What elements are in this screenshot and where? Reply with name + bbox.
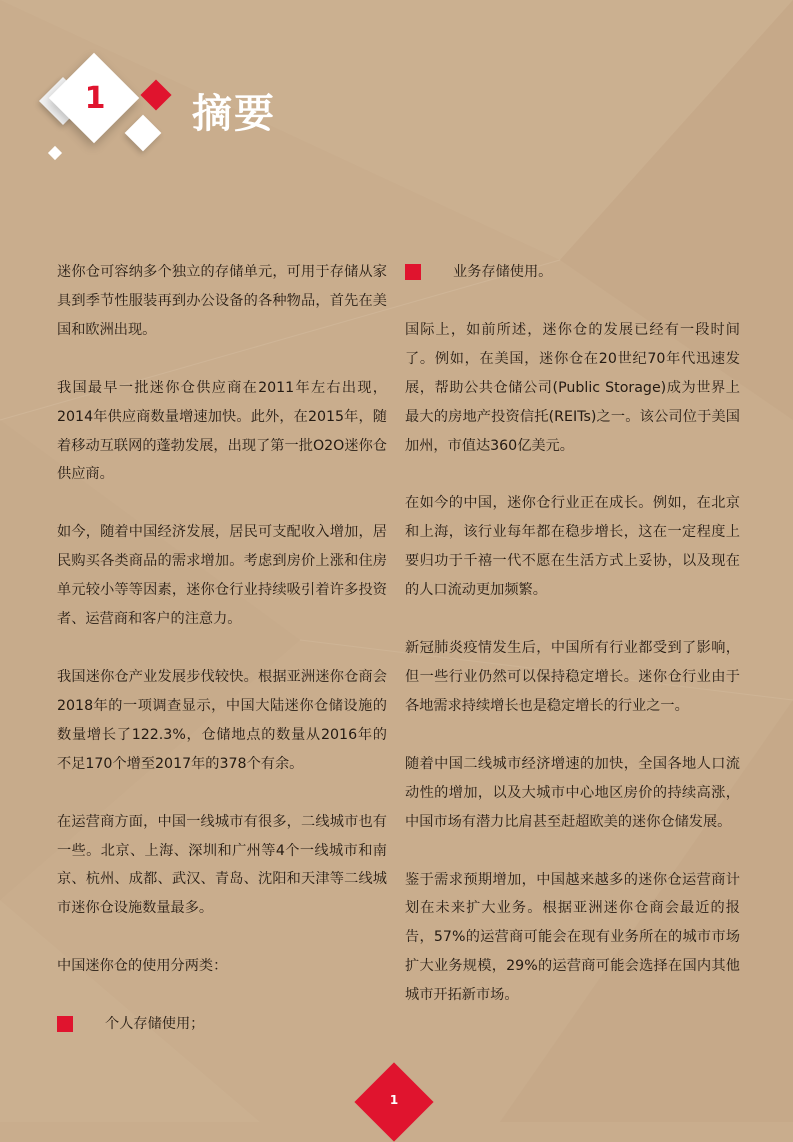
paragraph: 随着中国二线城市经济增速的加快，全国各地人口流动性的增加，以及大城市中心地区房价的持续高涨，中国市场有潜力比肩甚至赶超欧美的迷你仓储发展。: [405, 755, 740, 830]
paragraph: 中国迷你仓的使用分两类：: [57, 958, 228, 975]
page-title: 摘要: [192, 91, 276, 137]
bullet-square-icon: [405, 264, 421, 280]
paragraph: 迷你仓可容纳多个独立的存储单元，可用于存储从家具到季节性服装再到办公设备的各种物品，首先在美国和欧洲出现。: [57, 264, 387, 338]
logo-diamond-right: [125, 115, 162, 152]
paragraph: 鉴于需求预期增加，中国越来越多的迷你仓运营商计划在未来扩大业务。根据亚洲迷你仓商会最近的报告，57%的运营商可能会在现有业务所在的城市市场扩大业务规模，29%的运营商可能会选择在国内其他城市开拓新市场。: [405, 871, 740, 1004]
right-column: [405, 258, 740, 1039]
left-column: [57, 258, 387, 1068]
list-item-label: 业务存储使用。: [453, 264, 553, 280]
list-item-label: 个人存储使用；: [105, 1016, 205, 1033]
section-logo: [40, 62, 180, 172]
page-number: 1: [389, 1093, 399, 1107]
paragraph: 新冠肺炎疫情发生后，中国所有行业都受到了影响，但一些行业仍然可以保持稳定增长。迷你仓行业由于各地需求持续增长也是稳定增长的行业之一。: [405, 640, 740, 714]
bullet-square-icon: [57, 1016, 73, 1032]
paragraph: 在如今的中国，迷你仓行业正在成长。例如，在北京和上海，该行业每年都在稳步增长，这在一定程度上要归功于千禧一代不愿在生活方式上妥协，以及现在的人口流动更加频繁。: [405, 495, 740, 599]
paragraph: 如今，随着中国经济发展，居民可支配收入增加，居民购买各类商品的需求增加。考虑到房价上涨和住房单元较小等等因素，迷你仓行业持续吸引着许多投资者、运营商和客户的注意力。: [57, 524, 387, 628]
logo-diamond-tiny: [48, 146, 62, 160]
paragraph: 我国最早一批迷你仓供应商在2011年左右出现，2014年供应商数量增速加快。此外，在2015年，随着移动互联网的蓬勃发展，出现了第一批O2O迷你仓供应商。: [57, 379, 387, 483]
list-item: [405, 258, 740, 287]
paragraph: 国际上，如前所述，迷你仓的发展已经有一段时间了。例如，在美国，迷你仓在20世纪70年代迅速发展，帮助公共仓储公司(Public Storage)成为世界上最大的房地产投资信托(REITs)之一。该公司位于美国加州，市值达360亿美元。: [405, 321, 740, 454]
paragraph: 我国迷你仓产业发展步伐较快。根据亚洲迷你仓商会2018年的一项调查显示，中国大陆迷你仓储设施的数量增长了122.3%，仓储地点的数量从2016年的不足170个增至2017年的378个有余。: [57, 668, 387, 772]
paragraph: 在运营商方面，中国一线城市有很多，二线城市也有一些。北京、上海、深圳和广州等4个一线城市和南京、杭州、成都、武汉、青岛、沈阳和天津等二线城市迷你仓设施数量最多。: [57, 813, 387, 917]
section-number: 1: [84, 81, 106, 116]
list-item: [57, 1010, 387, 1039]
logo-diamond-red: [140, 79, 171, 110]
